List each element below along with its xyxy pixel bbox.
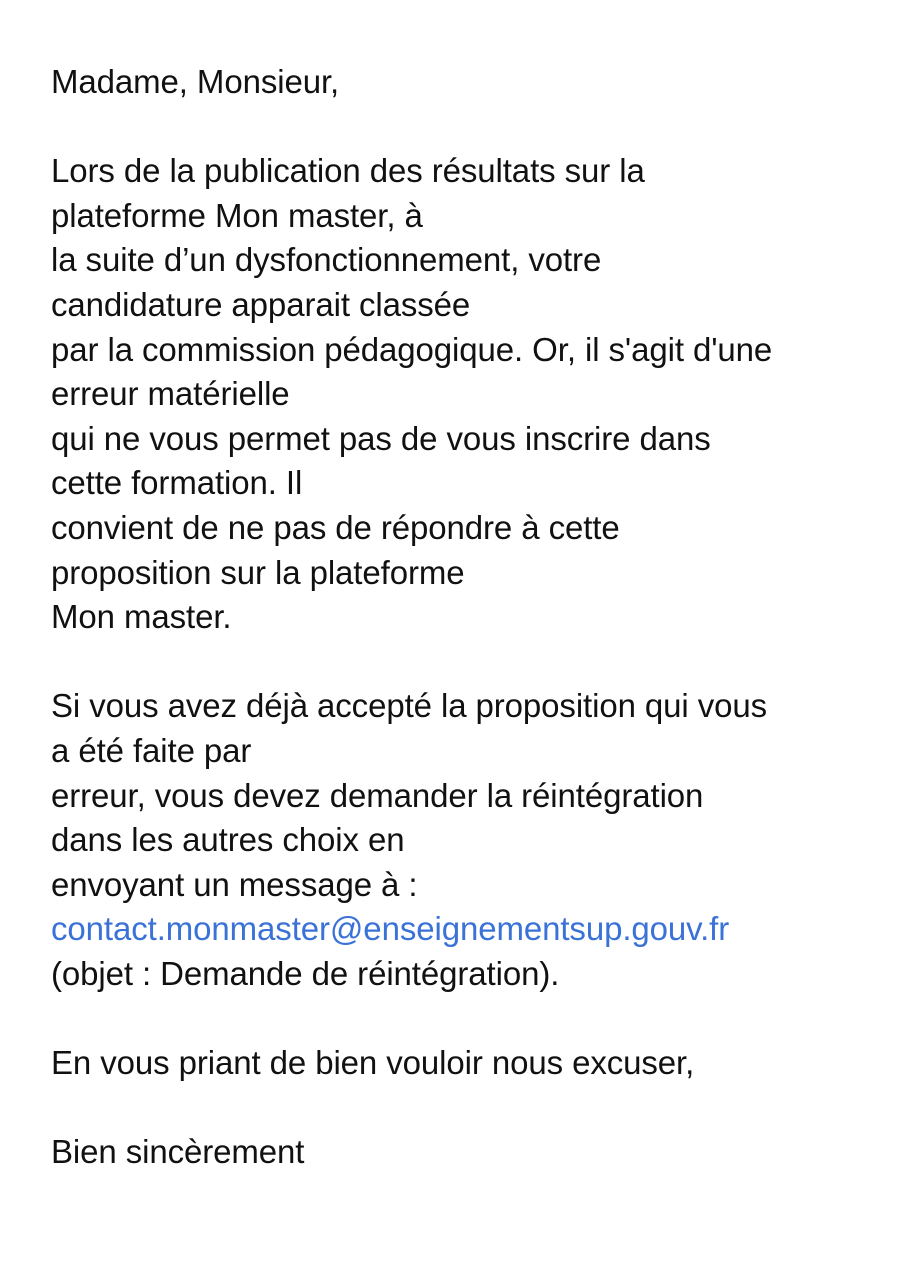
- paragraph-line: proposition sur la plateforme: [51, 553, 465, 591]
- paragraph-line: plateforme Mon master, à: [51, 196, 423, 234]
- paragraph-line: envoyant un message à :: [51, 865, 418, 903]
- paragraph-line: Mon master.: [51, 598, 232, 636]
- paragraph-line: a été faite par: [51, 731, 252, 769]
- paragraph-line: candidature apparait classée: [51, 285, 471, 323]
- paragraph-line: la suite d’un dysfonctionnement, votre: [51, 241, 602, 279]
- paragraph-line: par la commission pédagogique. Or, il s'agit d'une: [51, 330, 773, 368]
- paragraph-line: Lors de la publication des résultats sur la: [51, 152, 645, 190]
- subject-line: (objet : Demande de réintégration).: [51, 954, 560, 992]
- paragraph-reintegration: [51, 684, 896, 996]
- paragraph-line: erreur matérielle: [51, 375, 290, 413]
- paragraph-line: Si vous avez déjà accepté la proposition qui vous: [51, 687, 768, 725]
- paragraph-spacer: [51, 105, 896, 150]
- closing-line: Bien sincèrement: [51, 1133, 305, 1171]
- paragraph-line: erreur, vous devez demander la réintégration: [51, 776, 704, 814]
- email-body: [51, 60, 896, 1175]
- greeting: Madame, Monsieur,: [51, 63, 340, 100]
- apology-line: En vous priant de bien vouloir nous excuser,: [51, 1044, 695, 1082]
- contact-email-link[interactable]: contact.monmaster@enseignementsup.gouv.fr: [51, 910, 730, 948]
- paragraph-line: qui ne vous permet pas de vous inscrire dans: [51, 419, 711, 457]
- paragraph-line: cette formation. Il: [51, 464, 303, 502]
- paragraph-spacer: [51, 996, 896, 1041]
- paragraph-line: dans les autres choix en: [51, 821, 405, 859]
- paragraph-spacer: [51, 1086, 896, 1131]
- paragraph-dysfunction: [51, 149, 896, 640]
- paragraph-line: convient de ne pas de répondre à cette: [51, 508, 620, 546]
- paragraph-spacer: [51, 640, 896, 685]
